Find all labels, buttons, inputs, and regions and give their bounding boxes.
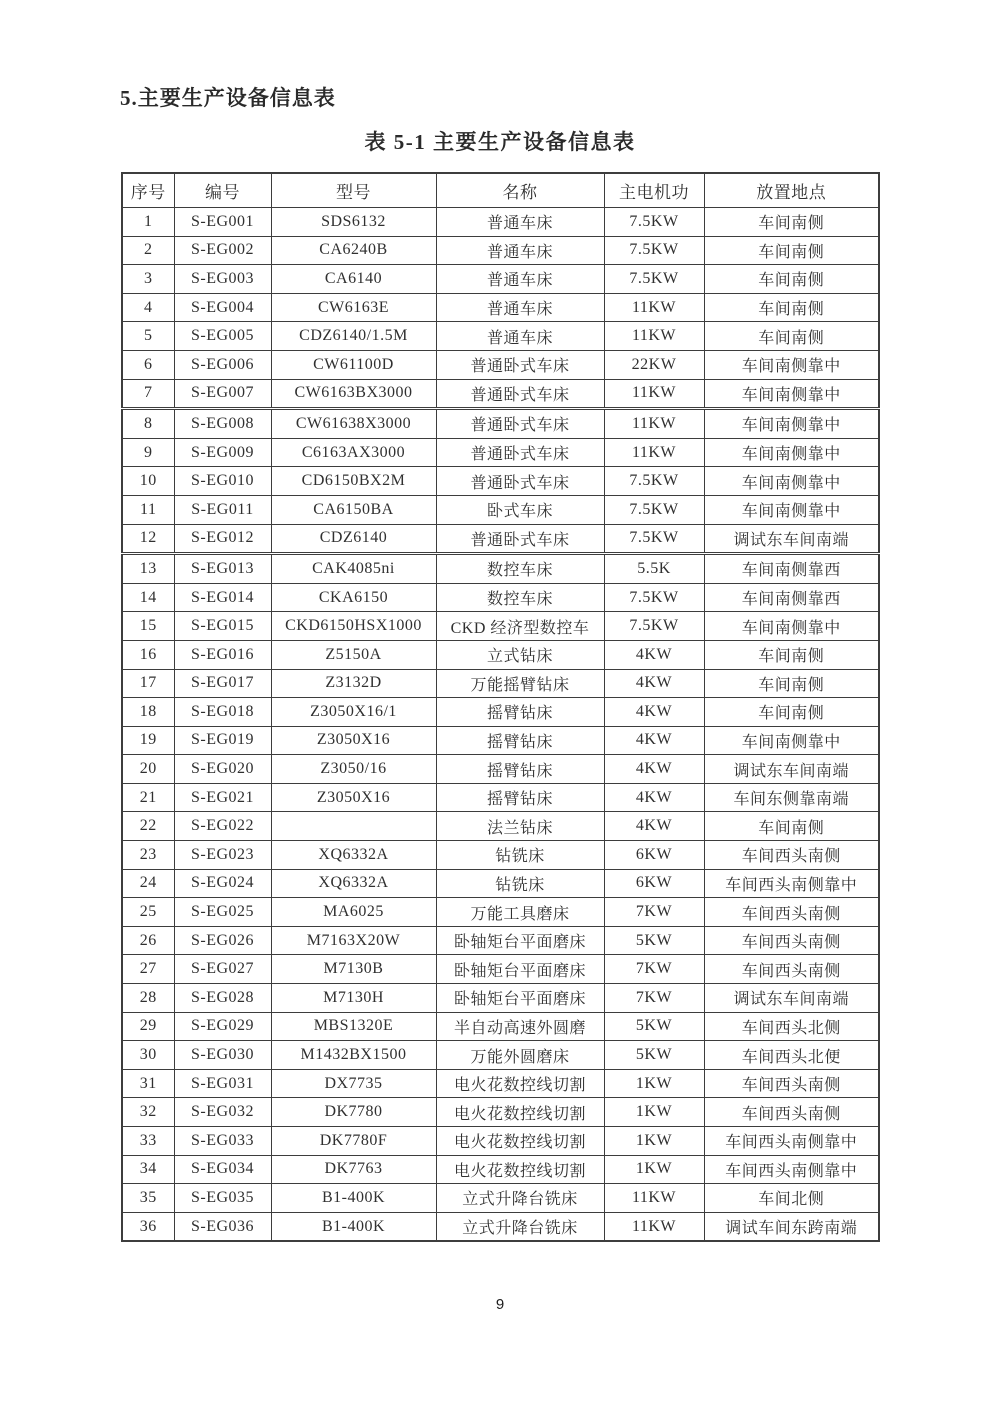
cell-name: 普通车床 — [436, 236, 604, 265]
cell-power: 5KW — [604, 1012, 704, 1041]
cell-code: S-EG032 — [174, 1098, 271, 1127]
cell-seq: 6 — [122, 350, 174, 379]
cell-name: 普通卧式车床 — [436, 350, 604, 379]
cell-location: 车间南侧 — [704, 293, 879, 322]
cell-seq: 1 — [122, 208, 174, 237]
table-row — [122, 698, 879, 727]
cell-name: 电火花数控线切割 — [436, 1155, 604, 1184]
cell-power: 7.5KW — [604, 265, 704, 294]
cell-code: S-EG008 — [174, 409, 271, 439]
table-row — [122, 208, 879, 237]
cell-name: 普通车床 — [436, 322, 604, 351]
cell-seq: 14 — [122, 583, 174, 612]
cell-power: 4KW — [604, 669, 704, 698]
cell-model: M7130H — [271, 984, 436, 1013]
cell-name: 立式升降台铣床 — [436, 1184, 604, 1213]
cell-model: CAK4085ni — [271, 554, 436, 584]
cell-model: Z3050X16 — [271, 783, 436, 812]
table-header-row — [122, 173, 879, 208]
cell-code: S-EG021 — [174, 783, 271, 812]
table-row — [122, 236, 879, 265]
cell-power: 1KW — [604, 1098, 704, 1127]
cell-seq: 25 — [122, 898, 174, 927]
cell-name: 半自动高速外圆磨 — [436, 1012, 604, 1041]
cell-seq: 18 — [122, 698, 174, 727]
cell-seq: 30 — [122, 1041, 174, 1070]
cell-location: 车间东侧靠南端 — [704, 783, 879, 812]
cell-power: 7.5KW — [604, 208, 704, 237]
cell-power: 11KW — [604, 322, 704, 351]
cell-name: 普通卧式车床 — [436, 467, 604, 496]
cell-name: 普通车床 — [436, 208, 604, 237]
table-row — [122, 1155, 879, 1184]
table-row — [122, 669, 879, 698]
table-row — [122, 812, 879, 841]
table-row — [122, 265, 879, 294]
table-row — [122, 755, 879, 784]
cell-model: CW6163E — [271, 293, 436, 322]
cell-code: S-EG014 — [174, 583, 271, 612]
cell-power: 7.5KW — [604, 612, 704, 641]
col-header-model: 型号 — [271, 173, 436, 208]
cell-seq: 3 — [122, 265, 174, 294]
cell-location: 车间南侧 — [704, 322, 879, 351]
cell-seq: 19 — [122, 726, 174, 755]
cell-code: S-EG025 — [174, 898, 271, 927]
cell-model: CDZ6140/1.5M — [271, 322, 436, 351]
cell-power: 4KW — [604, 698, 704, 727]
table-row — [122, 293, 879, 322]
cell-power: 7.5KW — [604, 467, 704, 496]
cell-location: 车间南侧靠西 — [704, 554, 879, 584]
table-row — [122, 926, 879, 955]
cell-code: S-EG022 — [174, 812, 271, 841]
cell-name: 万能外圆磨床 — [436, 1041, 604, 1070]
cell-model: CA6240B — [271, 236, 436, 265]
cell-model: B1-400K — [271, 1212, 436, 1241]
cell-power: 4KW — [604, 812, 704, 841]
cell-name: 普通车床 — [436, 293, 604, 322]
cell-power: 7.5KW — [604, 236, 704, 265]
cell-power: 5KW — [604, 926, 704, 955]
cell-location: 车间南侧靠中 — [704, 379, 879, 409]
cell-seq: 4 — [122, 293, 174, 322]
cell-seq: 34 — [122, 1155, 174, 1184]
cell-name: 钻铣床 — [436, 869, 604, 898]
cell-power: 7.5KW — [604, 583, 704, 612]
cell-model: M7163X20W — [271, 926, 436, 955]
cell-power: 4KW — [604, 640, 704, 669]
cell-seq: 27 — [122, 955, 174, 984]
table-row — [122, 409, 879, 439]
col-header-power: 主电机功 — [604, 173, 704, 208]
cell-power: 5.5K — [604, 554, 704, 584]
cell-code: S-EG012 — [174, 524, 271, 554]
cell-location: 车间西头北侧 — [704, 1012, 879, 1041]
cell-location: 车间西头南侧 — [704, 1098, 879, 1127]
cell-location: 调试东车间南端 — [704, 524, 879, 554]
cell-location: 车间南侧 — [704, 698, 879, 727]
cell-power: 1KW — [604, 1069, 704, 1098]
cell-location: 车间北侧 — [704, 1184, 879, 1213]
cell-location: 车间南侧靠中 — [704, 467, 879, 496]
table-row — [122, 898, 879, 927]
table-row — [122, 379, 879, 409]
cell-seq: 22 — [122, 812, 174, 841]
cell-code: S-EG015 — [174, 612, 271, 641]
cell-location: 车间南侧靠中 — [704, 409, 879, 439]
cell-seq: 15 — [122, 612, 174, 641]
cell-power: 6KW — [604, 869, 704, 898]
cell-name: 电火花数控线切割 — [436, 1069, 604, 1098]
cell-location: 车间南侧 — [704, 236, 879, 265]
table-row — [122, 1212, 879, 1241]
cell-code: S-EG020 — [174, 755, 271, 784]
cell-code: S-EG006 — [174, 350, 271, 379]
table-row — [122, 726, 879, 755]
cell-model: Z5150A — [271, 640, 436, 669]
cell-location: 车间南侧 — [704, 265, 879, 294]
cell-location: 车间南侧 — [704, 669, 879, 698]
cell-model: M1432BX1500 — [271, 1041, 436, 1070]
cell-location: 车间西头南侧靠中 — [704, 1155, 879, 1184]
cell-location: 车间南侧靠中 — [704, 350, 879, 379]
table-row — [122, 869, 879, 898]
cell-name: 立式升降台铣床 — [436, 1212, 604, 1241]
cell-seq: 12 — [122, 524, 174, 554]
col-header-name: 名称 — [436, 173, 604, 208]
cell-model: CA6140 — [271, 265, 436, 294]
table-row — [122, 612, 879, 641]
table-row — [122, 1098, 879, 1127]
table-row — [122, 495, 879, 524]
cell-model: Z3050X16 — [271, 726, 436, 755]
cell-location: 车间西头南侧靠中 — [704, 869, 879, 898]
cell-code: S-EG036 — [174, 1212, 271, 1241]
table-row — [122, 841, 879, 870]
cell-name: 普通卧式车床 — [436, 409, 604, 439]
cell-name: 普通卧式车床 — [436, 524, 604, 554]
cell-model: Z3050/16 — [271, 755, 436, 784]
cell-seq: 33 — [122, 1127, 174, 1156]
cell-location: 车间南侧 — [704, 208, 879, 237]
cell-code: S-EG023 — [174, 841, 271, 870]
cell-code: S-EG026 — [174, 926, 271, 955]
cell-model: XQ6332A — [271, 841, 436, 870]
cell-seq: 26 — [122, 926, 174, 955]
cell-code: S-EG009 — [174, 438, 271, 467]
cell-code: S-EG004 — [174, 293, 271, 322]
cell-model: C6163AX3000 — [271, 438, 436, 467]
cell-model: Z3050X16/1 — [271, 698, 436, 727]
cell-location: 车间西头南侧 — [704, 841, 879, 870]
col-header-seq: 序号 — [122, 173, 174, 208]
cell-power: 22KW — [604, 350, 704, 379]
cell-name: 摇臂钻床 — [436, 755, 604, 784]
cell-name: 万能摇臂钻床 — [436, 669, 604, 698]
cell-model: CW61638X3000 — [271, 409, 436, 439]
cell-seq: 20 — [122, 755, 174, 784]
cell-power: 11KW — [604, 1212, 704, 1241]
cell-seq: 16 — [122, 640, 174, 669]
cell-location: 车间南侧 — [704, 640, 879, 669]
page-number: 9 — [495, 1296, 505, 1313]
cell-power: 11KW — [604, 1184, 704, 1213]
cell-code: S-EG007 — [174, 379, 271, 409]
cell-seq: 28 — [122, 984, 174, 1013]
cell-name: 卧轴矩台平面磨床 — [436, 984, 604, 1013]
cell-location: 车间西头南侧靠中 — [704, 1127, 879, 1156]
table-row — [122, 783, 879, 812]
cell-name: 电火花数控线切割 — [436, 1098, 604, 1127]
cell-power: 7KW — [604, 984, 704, 1013]
cell-power: 11KW — [604, 438, 704, 467]
cell-seq: 10 — [122, 467, 174, 496]
cell-seq: 21 — [122, 783, 174, 812]
cell-name: 普通车床 — [436, 265, 604, 294]
cell-seq: 32 — [122, 1098, 174, 1127]
table-row — [122, 467, 879, 496]
cell-name: 电火花数控线切割 — [436, 1127, 604, 1156]
cell-code: S-EG034 — [174, 1155, 271, 1184]
cell-name: 普通卧式车床 — [436, 438, 604, 467]
cell-model: CKD6150HSX1000 — [271, 612, 436, 641]
cell-power: 6KW — [604, 841, 704, 870]
table-row — [122, 955, 879, 984]
cell-code: S-EG029 — [174, 1012, 271, 1041]
cell-name: 法兰钻床 — [436, 812, 604, 841]
cell-power: 1KW — [604, 1155, 704, 1184]
cell-code: S-EG003 — [174, 265, 271, 294]
cell-power: 7KW — [604, 898, 704, 927]
cell-model: DK7780 — [271, 1098, 436, 1127]
cell-code: S-EG030 — [174, 1041, 271, 1070]
table-row — [122, 583, 879, 612]
cell-model: M7130B — [271, 955, 436, 984]
cell-seq: 9 — [122, 438, 174, 467]
cell-code: S-EG002 — [174, 236, 271, 265]
cell-seq: 2 — [122, 236, 174, 265]
cell-code: S-EG024 — [174, 869, 271, 898]
section-heading: 5.主要生产设备信息表 — [120, 86, 336, 110]
cell-name: 万能工具磨床 — [436, 898, 604, 927]
cell-power: 11KW — [604, 293, 704, 322]
cell-power: 11KW — [604, 379, 704, 409]
table-row — [122, 438, 879, 467]
cell-model: DX7735 — [271, 1069, 436, 1098]
cell-code: S-EG017 — [174, 669, 271, 698]
cell-code: S-EG027 — [174, 955, 271, 984]
table-title: 表 5-1 主要生产设备信息表 — [364, 130, 636, 154]
cell-seq: 24 — [122, 869, 174, 898]
cell-location: 车间南侧靠中 — [704, 438, 879, 467]
table-row — [122, 554, 879, 584]
cell-model: CDZ6140 — [271, 524, 436, 554]
cell-location: 车间西头南侧 — [704, 926, 879, 955]
cell-location: 调试东车间南端 — [704, 755, 879, 784]
cell-seq: 13 — [122, 554, 174, 584]
cell-code: S-EG018 — [174, 698, 271, 727]
cell-seq: 5 — [122, 322, 174, 351]
table-row — [122, 1127, 879, 1156]
table-row — [122, 1041, 879, 1070]
table-row — [122, 640, 879, 669]
cell-model: B1-400K — [271, 1184, 436, 1213]
cell-power: 1KW — [604, 1127, 704, 1156]
cell-seq: 36 — [122, 1212, 174, 1241]
cell-model: MBS1320E — [271, 1012, 436, 1041]
table-row — [122, 524, 879, 554]
cell-seq: 35 — [122, 1184, 174, 1213]
cell-code: S-EG033 — [174, 1127, 271, 1156]
cell-model: CKA6150 — [271, 583, 436, 612]
cell-model: XQ6332A — [271, 869, 436, 898]
cell-model: CA6150BA — [271, 495, 436, 524]
cell-code: S-EG016 — [174, 640, 271, 669]
cell-model — [271, 812, 436, 841]
cell-seq: 31 — [122, 1069, 174, 1098]
table-row — [122, 1069, 879, 1098]
cell-power: 5KW — [604, 1041, 704, 1070]
cell-seq: 7 — [122, 379, 174, 409]
cell-location: 调试车间东跨南端 — [704, 1212, 879, 1241]
cell-power: 4KW — [604, 755, 704, 784]
cell-name: 钻铣床 — [436, 841, 604, 870]
cell-name: 摇臂钻床 — [436, 783, 604, 812]
cell-power: 7KW — [604, 955, 704, 984]
col-header-code: 编号 — [174, 173, 271, 208]
cell-location: 车间西头南侧 — [704, 898, 879, 927]
cell-name: 摇臂钻床 — [436, 726, 604, 755]
cell-location: 调试东车间南端 — [704, 984, 879, 1013]
cell-model: SDS6132 — [271, 208, 436, 237]
cell-power: 7.5KW — [604, 495, 704, 524]
cell-location: 车间南侧 — [704, 812, 879, 841]
cell-location: 车间南侧靠中 — [704, 495, 879, 524]
cell-code: S-EG035 — [174, 1184, 271, 1213]
cell-code: S-EG028 — [174, 984, 271, 1013]
cell-location: 车间西头南侧 — [704, 1069, 879, 1098]
cell-name: 立式钻床 — [436, 640, 604, 669]
cell-power: 11KW — [604, 409, 704, 439]
cell-code: S-EG011 — [174, 495, 271, 524]
cell-name: 卧轴矩台平面磨床 — [436, 955, 604, 984]
cell-seq: 11 — [122, 495, 174, 524]
cell-name: 普通卧式车床 — [436, 379, 604, 409]
cell-code: S-EG001 — [174, 208, 271, 237]
cell-code: S-EG019 — [174, 726, 271, 755]
cell-seq: 23 — [122, 841, 174, 870]
cell-power: 4KW — [604, 783, 704, 812]
table-row — [122, 984, 879, 1013]
table-row — [122, 350, 879, 379]
cell-name: 摇臂钻床 — [436, 698, 604, 727]
cell-code: S-EG010 — [174, 467, 271, 496]
cell-code: S-EG013 — [174, 554, 271, 584]
cell-model: CD6150BX2M — [271, 467, 436, 496]
cell-location: 车间南侧靠中 — [704, 612, 879, 641]
equipment-table — [121, 172, 880, 1242]
cell-seq: 29 — [122, 1012, 174, 1041]
cell-name: 数控车床 — [436, 583, 604, 612]
cell-code: S-EG031 — [174, 1069, 271, 1098]
cell-location: 车间西头南侧 — [704, 955, 879, 984]
cell-name: 卧轴矩台平面磨床 — [436, 926, 604, 955]
cell-seq: 17 — [122, 669, 174, 698]
cell-name: CKD 经济型数控车 — [436, 612, 604, 641]
col-header-location: 放置地点 — [704, 173, 879, 208]
cell-code: S-EG005 — [174, 322, 271, 351]
cell-power: 7.5KW — [604, 524, 704, 554]
cell-location: 车间南侧靠中 — [704, 726, 879, 755]
cell-model: Z3132D — [271, 669, 436, 698]
cell-seq: 8 — [122, 409, 174, 439]
cell-name: 数控车床 — [436, 554, 604, 584]
cell-location: 车间南侧靠西 — [704, 583, 879, 612]
cell-model: DK7763 — [271, 1155, 436, 1184]
cell-model: DK7780F — [271, 1127, 436, 1156]
cell-model: CW6163BX3000 — [271, 379, 436, 409]
cell-location: 车间西头北便 — [704, 1041, 879, 1070]
table-row — [122, 1012, 879, 1041]
cell-power: 4KW — [604, 726, 704, 755]
cell-name: 卧式车床 — [436, 495, 604, 524]
cell-model: MA6025 — [271, 898, 436, 927]
table-row — [122, 322, 879, 351]
cell-model: CW61100D — [271, 350, 436, 379]
table-row — [122, 1184, 879, 1213]
